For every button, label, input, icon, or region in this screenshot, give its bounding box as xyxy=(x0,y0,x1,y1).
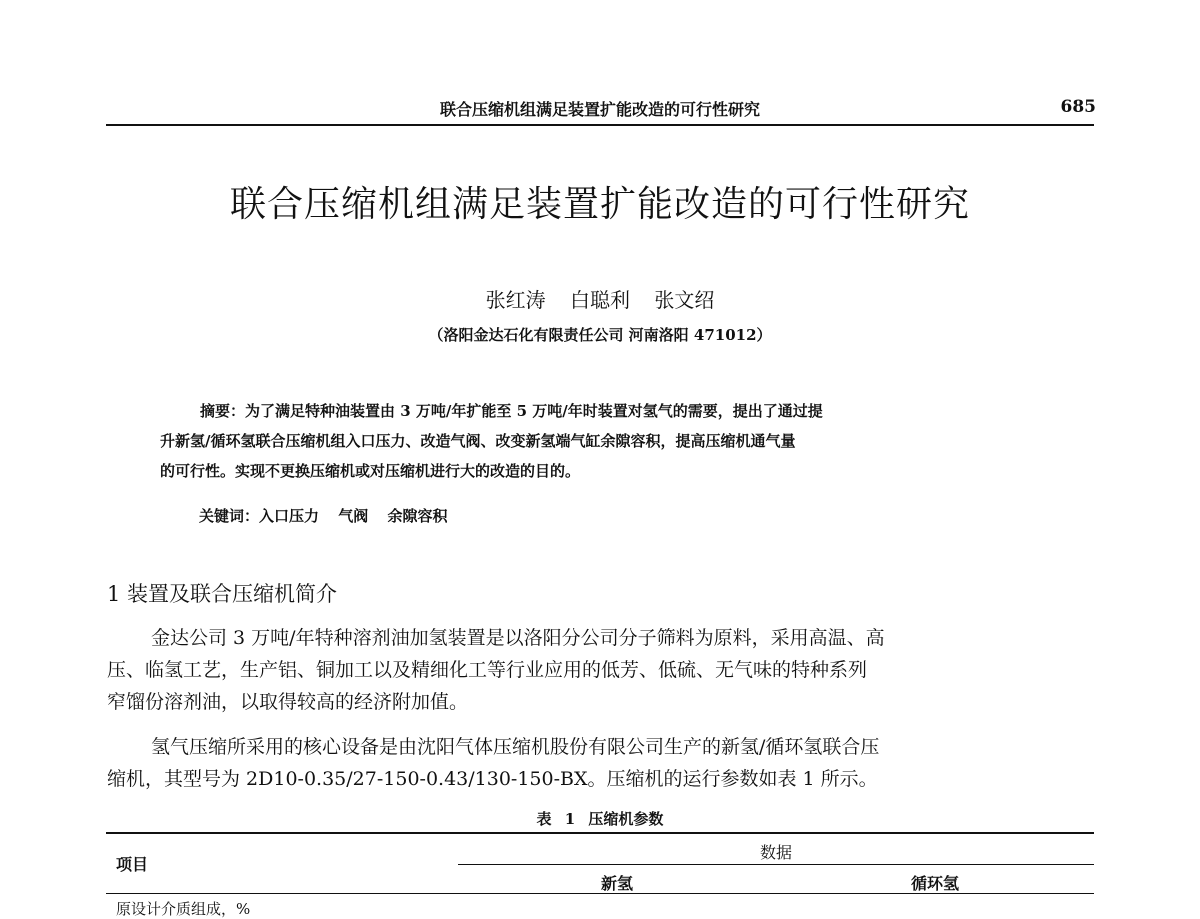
paragraph-line: 窄馏份溶剂油，以取得较高的经济附加值。 xyxy=(107,691,469,713)
paragraph-line: 金达公司 3 万吨/年特种溶剂油加氢装置是以洛阳分公司分子筛料为原料，采用高温、高 xyxy=(151,627,885,649)
running-header xyxy=(0,97,1200,123)
abstract-line: 升新氢/循环氢联合压缩机组入口压力、改造气阀、改变新氢端气缸余隙容积，提高压缩机通气量 xyxy=(160,432,796,450)
paragraph-line: 缩机，其型号为 2D10-0.35/27-150-0.43/130-150-BX。压缩机的运行参数如表 1 所示。 xyxy=(107,768,878,790)
table-header-bottom-rule xyxy=(106,893,1094,894)
table-caption: 表 1 压缩机参数 xyxy=(536,810,664,828)
table-header-rule xyxy=(458,864,1094,865)
running-header-title: 联合压缩机组满足装置扩能改造的可行性研究 xyxy=(439,100,760,119)
affiliation: （洛阳金达石化有限责任公司 河南洛阳 471012） xyxy=(428,326,772,344)
paragraph-line: 氢气压缩所采用的核心设备是由沈阳气体压缩机股份有限公司生产的新氢/循环氢联合压 xyxy=(151,736,880,758)
paragraph-line: 压、临氢工艺，生产铝、铜加工以及精细化工等行业应用的低芳、低硫、无气味的特种系列 xyxy=(107,659,868,681)
page-number: 685 xyxy=(1060,97,1096,117)
body-paragraph xyxy=(107,622,1097,718)
header-rule xyxy=(106,124,1094,126)
table-header-new-hydrogen: 新氢 xyxy=(600,874,633,893)
section-heading: 1 装置及联合压缩机简介 xyxy=(107,582,338,606)
table-row: 原设计介质组成，% xyxy=(116,900,251,918)
table-header-data: 数据 xyxy=(759,843,792,862)
abstract xyxy=(160,396,1050,486)
authors: 张红涛 白聪利 张文绍 xyxy=(485,288,715,312)
table-header-item: 项目 xyxy=(116,855,149,874)
body-paragraph xyxy=(107,731,1097,795)
paper-title: 联合压缩机组满足装置扩能改造的可行性研究 xyxy=(229,184,970,225)
abstract-line: 摘要：为了满足特种油装置由 3 万吨/年扩能至 5 万吨/年时装置对氢气的需要，提出了通过提 xyxy=(200,402,823,420)
keywords: 关键词：入口压力 气阀 余隙容积 xyxy=(199,507,448,525)
table-header-cycle-hydrogen: 循环氢 xyxy=(910,874,959,893)
table-top-rule xyxy=(106,832,1094,834)
abstract-line: 的可行性。实现不更换压缩机或对压缩机进行大的改造的目的。 xyxy=(160,462,581,480)
